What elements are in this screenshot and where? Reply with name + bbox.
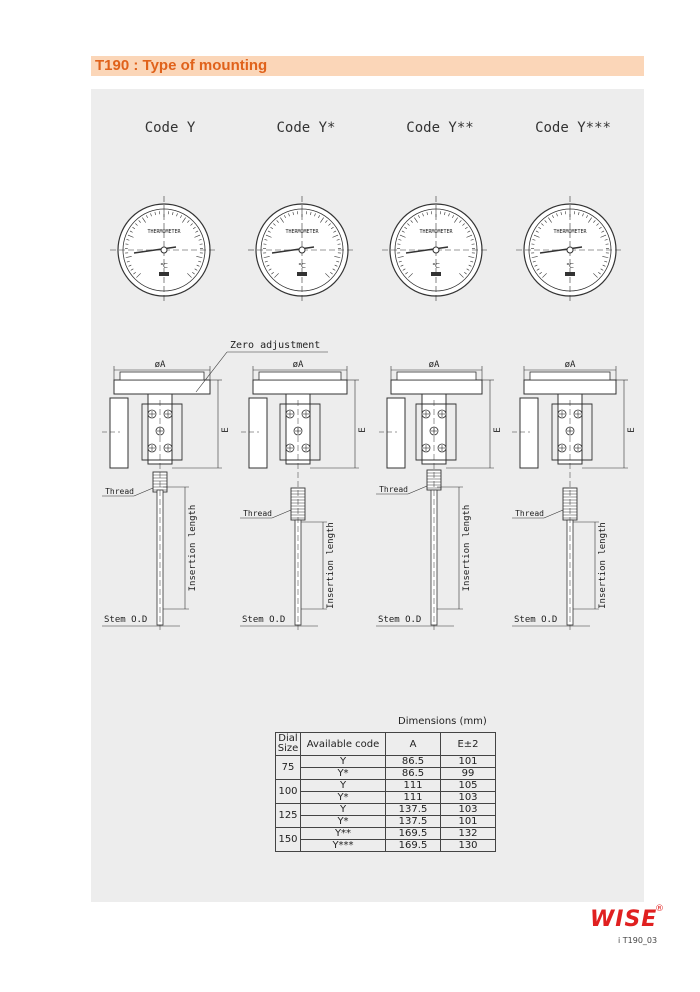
pointer-hub [161, 247, 167, 253]
dial-unit-symbol: ℃ [566, 262, 574, 270]
stem-od-label: Stem O.D [378, 615, 422, 625]
dial-size-cell: 100 [276, 780, 301, 804]
e-label: E [221, 427, 231, 433]
dial-size-cell: 150 [276, 828, 301, 852]
table-row [276, 768, 496, 780]
e-cell: 99 [441, 768, 496, 780]
a-cell: 111 [386, 780, 441, 792]
code-y-label: Code Y [144, 120, 196, 136]
pointer-hub [299, 247, 305, 253]
dimensions-table [275, 732, 496, 852]
a-cell: 169.5 [386, 840, 441, 852]
table-row [276, 840, 496, 852]
a-cell: 86.5 [386, 756, 441, 768]
dia-a-label: øA [564, 360, 576, 370]
e-header: E±2 [441, 733, 496, 756]
table-row [276, 816, 496, 828]
table-row [276, 756, 496, 768]
case-rim [253, 380, 347, 394]
a-cell: 137.5 [386, 804, 441, 816]
case-top [259, 372, 341, 380]
mounting-flange [110, 398, 128, 468]
code-y2-label: Code Y** [406, 120, 474, 136]
dia-a-label: øA [292, 360, 304, 370]
insertion-length-label: Insertion length [326, 522, 336, 609]
leader-line [272, 510, 291, 518]
a-cell: 111 [386, 792, 441, 804]
e-cell: 101 [441, 816, 496, 828]
dial-size-cell: 75 [276, 756, 301, 780]
wise-logo: WISE [590, 907, 658, 932]
mounting-flange [520, 398, 538, 468]
e-cell: 130 [441, 840, 496, 852]
case-top [397, 372, 476, 380]
e-cell: 105 [441, 780, 496, 792]
dial-unit-symbol: ℃ [298, 262, 306, 270]
code-cell: Y* [301, 768, 386, 780]
dial-brand-text: THERMOMETER [285, 229, 319, 235]
pointer-hub [567, 247, 573, 253]
code-cell: Y** [301, 828, 386, 840]
a-cell: 86.5 [386, 768, 441, 780]
e-cell: 101 [441, 756, 496, 768]
dial-brand-text: THERMOMETER [147, 229, 181, 235]
zero-adjustment-label: Zero adjustment [230, 340, 321, 351]
dial-logo-mark [159, 272, 169, 276]
case-top [530, 372, 610, 380]
dial-unit-symbol: ℃ [432, 262, 440, 270]
page-title: T190 : Type of mounting [95, 57, 268, 74]
case-rim [114, 380, 210, 394]
table-row [276, 804, 496, 816]
code-y1-label: Code Y* [276, 120, 336, 136]
page-reference: i T190_03 [618, 936, 658, 945]
dial-logo-mark [297, 272, 307, 276]
leader-line [408, 486, 427, 494]
e-cell: 132 [441, 828, 496, 840]
table-row [276, 780, 496, 792]
insertion-length-label: Insertion length [598, 522, 608, 609]
table-header-row [276, 733, 496, 756]
available-code-header: Available code [301, 733, 386, 756]
dia-a-label: øA [154, 360, 166, 370]
e-cell: 103 [441, 792, 496, 804]
a-cell: 169.5 [386, 828, 441, 840]
thread-label: Thread [243, 509, 272, 518]
leader-line [544, 510, 563, 518]
code-cell: Y* [301, 792, 386, 804]
stem-od-label: Stem O.D [514, 615, 558, 625]
e-label: E [358, 427, 368, 433]
pointer-hub [433, 247, 439, 253]
thread-label: Thread [379, 485, 408, 494]
case-top [120, 372, 204, 380]
dia-a-label: øA [428, 360, 440, 370]
registered-mark: ® [655, 904, 664, 914]
code-cell: Y*** [301, 840, 386, 852]
dial-size-cell: 125 [276, 804, 301, 828]
code-y3-label: Code Y*** [535, 120, 611, 136]
table-row [276, 792, 496, 804]
stem-od-label: Stem O.D [104, 615, 148, 625]
case-rim [524, 380, 616, 394]
dimensions-caption: Dimensions (mm) [398, 716, 487, 727]
dial-unit-symbol: ℃ [160, 262, 168, 270]
dial-logo-mark [431, 272, 441, 276]
a-header: A [386, 733, 441, 756]
insertion-length-label: Insertion length [462, 504, 472, 592]
stem-od-label: Stem O.D [242, 615, 286, 625]
table-row [276, 828, 496, 840]
insertion-length-label: Insertion length [188, 504, 198, 592]
mounting-flange [387, 398, 405, 468]
case-rim [391, 380, 482, 394]
code-cell: Y [301, 756, 386, 768]
code-cell: Y* [301, 816, 386, 828]
thread-label: Thread [515, 509, 544, 518]
mounting-flange [249, 398, 267, 468]
dial-brand-text: THERMOMETER [419, 229, 453, 235]
code-cell: Y [301, 780, 386, 792]
e-cell: 103 [441, 804, 496, 816]
e-label: E [493, 427, 503, 433]
code-cell: Y [301, 804, 386, 816]
dial-size-header: Dial Size [276, 733, 301, 756]
e-label: E [627, 427, 637, 433]
a-cell: 137.5 [386, 816, 441, 828]
thread-label: Thread [105, 487, 134, 496]
leader-line [134, 488, 153, 496]
dial-logo-mark [565, 272, 575, 276]
dial-brand-text: THERMOMETER [553, 229, 587, 235]
